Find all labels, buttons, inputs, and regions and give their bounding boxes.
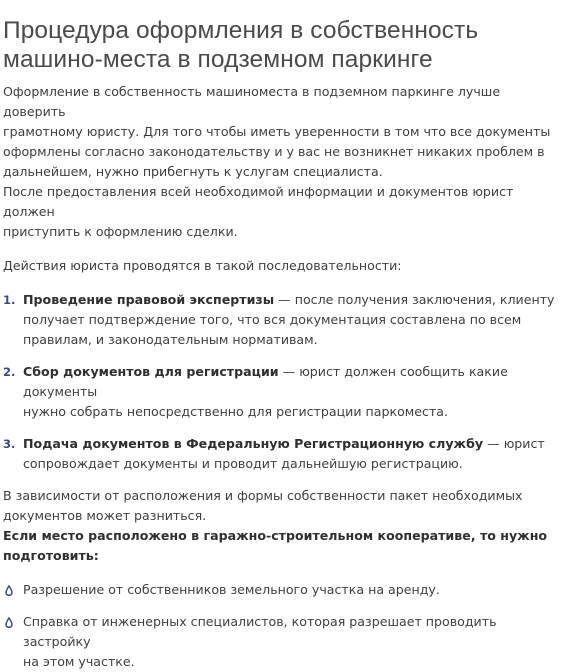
intro-line-3: оформлены согласно законодательству и у вас не возникнет никаких проблем в: [3, 144, 545, 159]
step-line-2: получает подтверждение того, что вся документация составлена по всем: [23, 312, 522, 327]
step-number: 1.: [3, 293, 16, 307]
actions-intro: [3, 256, 561, 276]
requirement-line-1: Разрешение от собственников земельного участка на аренду.: [23, 582, 440, 597]
intro-line-2: грамотному юристу. Для того чтобы иметь уверенности в том что все документы: [3, 124, 551, 139]
list-item: [3, 580, 561, 600]
list-item: [3, 290, 561, 350]
list-item: [3, 434, 561, 474]
step-line-2: нужно собрать непосредственно для регистрации паркоместа.: [23, 404, 449, 419]
list-item: [3, 612, 561, 672]
garage-condition-line-2: подготовить:: [3, 548, 99, 563]
step-number: 3.: [3, 437, 16, 451]
requirements-list: [3, 580, 561, 672]
actions-intro-text: Действия юриста проводятся в такой последовательности:: [3, 258, 402, 273]
requirement-line-2: на этом участке.: [23, 654, 135, 669]
dependency-line-1: В зависимости от расположения и формы собственности пакет необходимых: [3, 488, 523, 503]
list-item: [3, 362, 561, 422]
water-drop-bullet-icon: [4, 580, 14, 600]
steps-list: [3, 290, 561, 474]
intro-line-5: После предоставления всей необходимой информации и документов юрист должен: [3, 184, 514, 219]
step-title: Проведение правовой экспертизы: [23, 292, 275, 307]
step-line-1-rest: — юрист должен сообщить какие документы: [23, 364, 508, 399]
step-line-1: [23, 362, 561, 402]
page-title-line-1: Процедура оформления в собственность: [3, 17, 479, 44]
intro-line-6: приступить к оформлению сделки.: [3, 224, 238, 239]
step-number: 2.: [3, 365, 16, 379]
step-line-3: правилам, и законодательным нормативам.: [23, 332, 318, 347]
step-line-2: сопровождает документы и проводит дальнейшую регистрацию.: [23, 456, 463, 471]
step-line-1: [23, 434, 561, 454]
step-line-1: [23, 290, 561, 310]
page-title: [3, 16, 561, 74]
step-line-1-rest: — юрист: [483, 436, 545, 451]
intro-line-4: дальнейшем, нужно прибегнуть к услугам специалиста.: [3, 164, 383, 179]
garage-condition: [3, 526, 561, 566]
dependency-paragraph: [3, 486, 561, 526]
step-title: Подача документов в Федеральную Регистрационную службу: [23, 436, 484, 451]
garage-condition-line-1: Если место расположено в гаражно-строительном кооперативе, то нужно: [3, 528, 548, 543]
requirement-line-1: Справка от инженерных специалистов, которая разрешает проводить застройку: [23, 614, 497, 649]
intro-paragraph: [3, 82, 561, 242]
intro-line-1: Оформление в собственность машиноместа в подземном паркинге лучше доверить: [3, 84, 501, 119]
dependency-line-2: документов может разниться.: [3, 508, 207, 523]
step-title: Сбор документов для регистрации: [23, 364, 279, 379]
water-drop-bullet-icon: [4, 612, 14, 632]
step-line-1-rest: — после получения заключения, клиенту: [274, 292, 555, 307]
page-title-line-2: машино-места в подземном паркинге: [3, 46, 433, 73]
